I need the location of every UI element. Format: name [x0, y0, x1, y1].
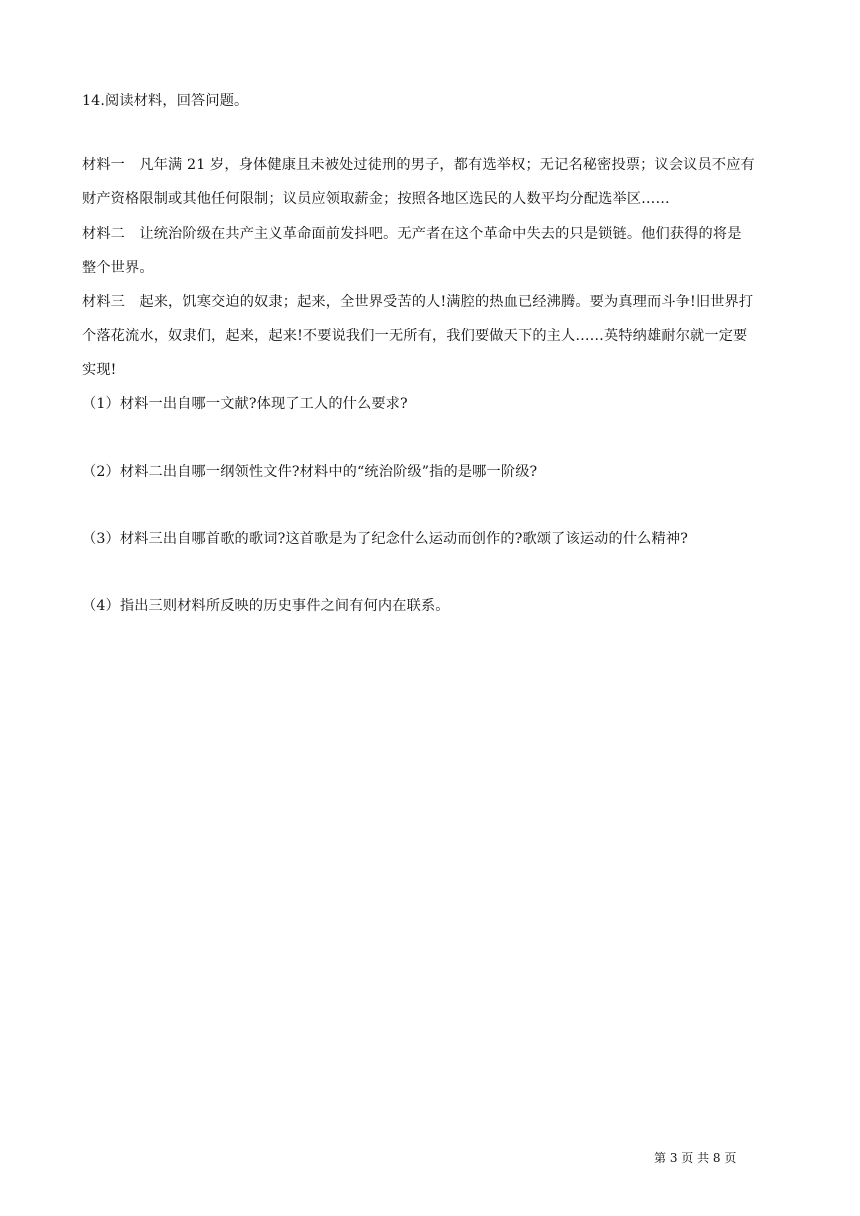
material-1-line-1: 材料一 凡年满 21 岁，身体健康且未被处过徒刑的男子，都有选举权；无记名秘密投票；议会议员不应有	[82, 157, 755, 173]
sub-question-4: （4）指出三则材料所反映的历史事件之间有何内在联系。	[82, 598, 450, 614]
material-2-line-2: 整个世界。	[82, 260, 154, 276]
page-number-footer: 第 3 页 共 8 页	[654, 1151, 737, 1165]
sub-question-3: （3）材料三出自哪首歌的歌词?这首歌是为了纪念什么运动而创作的?歌颂了该运动的什么精神?	[82, 531, 688, 547]
material-3-line-1: 材料三 起来，饥寒交迫的奴隶；起来，全世界受苦的人!满腔的热血已经沸腾。要为真理而斗争!旧世界打	[82, 294, 754, 310]
material-3-line-3: 实现!	[82, 362, 117, 378]
sub-question-2: （2）材料二出自哪一纲领性文件?材料中的“统治阶级”指的是哪一阶级?	[82, 464, 538, 480]
material-3-line-2: 个落花流水，奴隶们，起来，起来!不要说我们一无所有，我们要做天下的主人……英特纳雄耐尔就一定要	[82, 328, 748, 344]
material-1-line-2: 财产资格限制或其他任何限制；议员应领取薪金；按照各地区选民的人数平均分配选举区……	[82, 191, 670, 207]
question-title: 14.阅读材料，回答问题。	[82, 93, 249, 109]
material-2-line-1: 材料二 让统治阶级在共产主义革命面前发抖吧。无产者在这个革命中失去的只是锁链。他们获得的将是	[82, 226, 742, 242]
sub-question-1: （1）材料一出自哪一文献?体现了工人的什么要求?	[82, 396, 408, 412]
